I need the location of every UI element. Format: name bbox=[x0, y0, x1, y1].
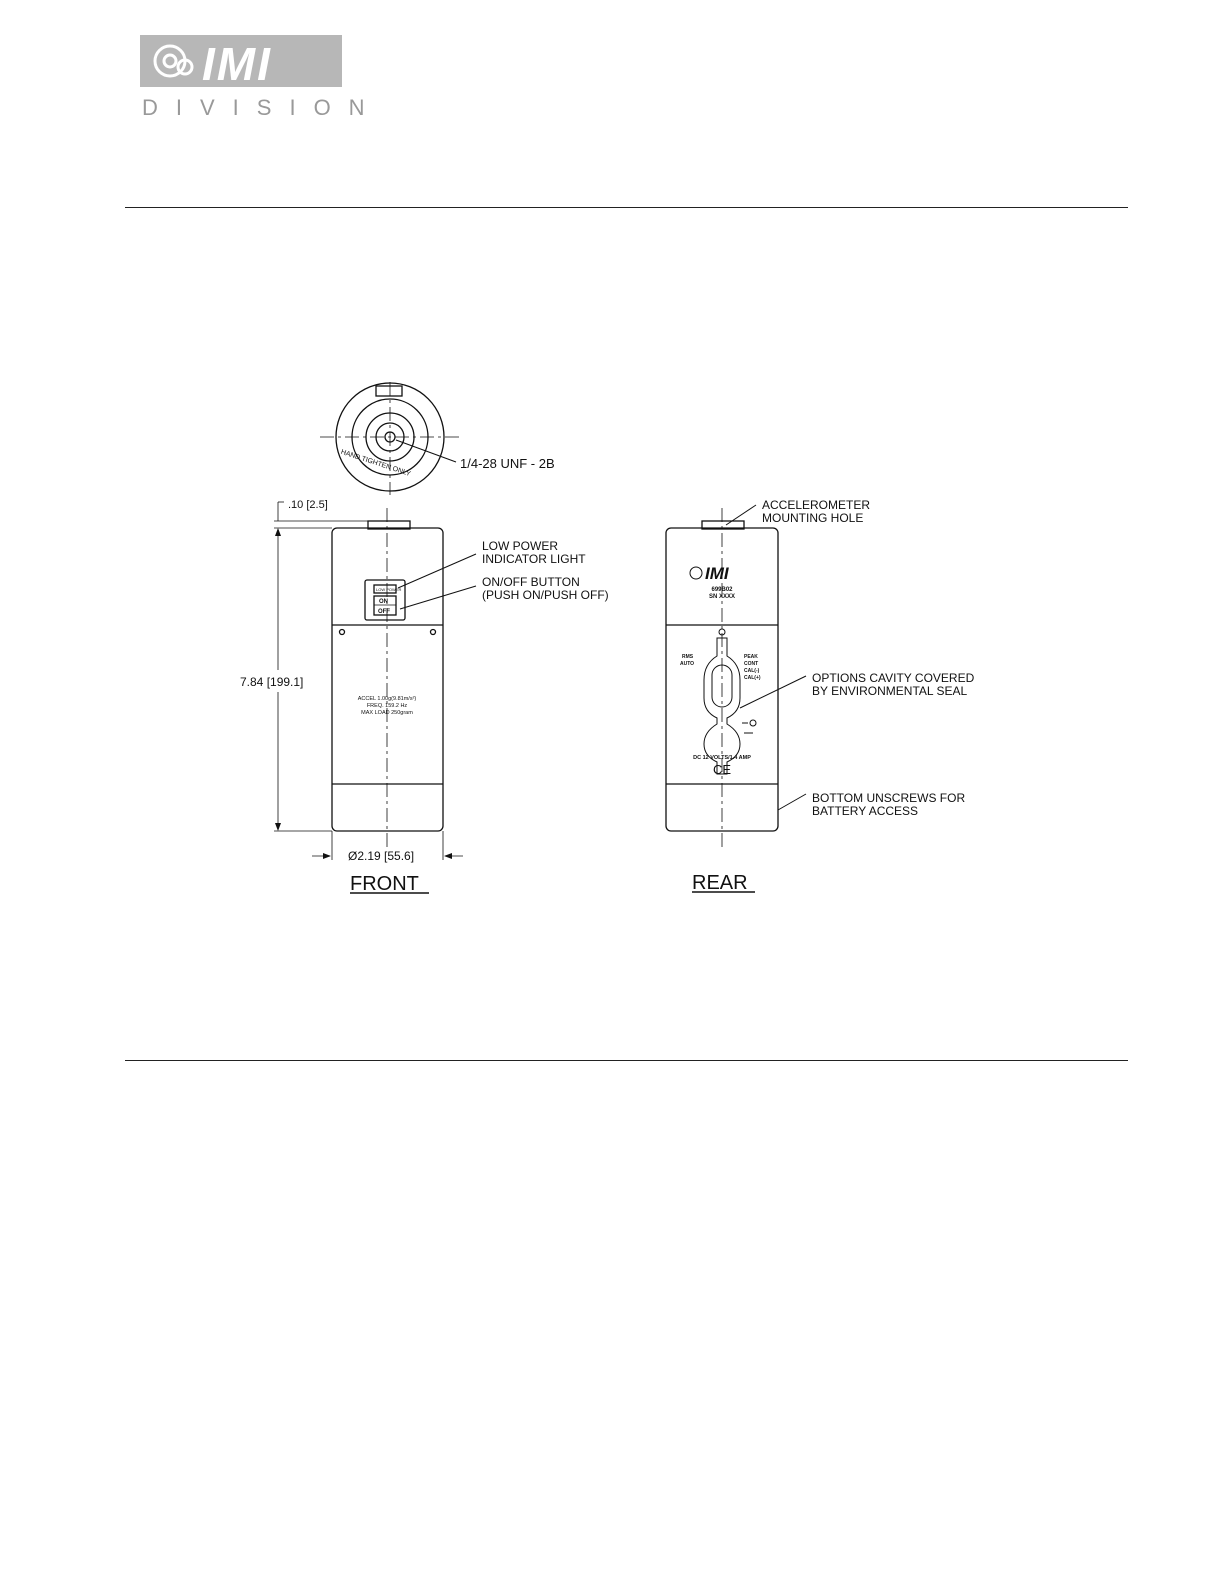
thread-label: 1/4-28 UNF - 2B bbox=[460, 456, 555, 471]
callout-mount-line1: ACCELEROMETER bbox=[762, 498, 871, 512]
rear-serial: SN XXXX bbox=[708, 594, 736, 600]
panel-off-text: OFF bbox=[378, 609, 390, 615]
panel-on-text: ON bbox=[379, 599, 388, 605]
panel-low-power-text: LOW POWER bbox=[376, 587, 402, 592]
callout-low-power-line1: LOW POWER bbox=[482, 539, 559, 553]
front-view bbox=[240, 499, 609, 895]
callout-onoff-line1: ON/OFF BUTTON bbox=[482, 575, 580, 589]
front-body-outline bbox=[332, 528, 443, 831]
callout-bottom-line1: BOTTOM UNSCREWS FOR bbox=[812, 791, 966, 805]
front-label-line2: FREQ. 159.2 Hz bbox=[366, 703, 408, 709]
logo-brand: IMI bbox=[202, 38, 272, 90]
right-opt-line4: CAL(+) bbox=[744, 675, 761, 681]
rear-view bbox=[666, 498, 975, 894]
rim-text: HAND TIGHTEN ONLY bbox=[339, 448, 412, 478]
logo-subtitle: DIVISION bbox=[142, 95, 383, 120]
front-label-line3: MAX LOAD 250gram bbox=[361, 710, 413, 716]
right-opt-line2: CONT bbox=[744, 661, 759, 667]
outline-drawing bbox=[220, 380, 1020, 900]
callout-onoff-line2: (PUSH ON/PUSH OFF) bbox=[482, 588, 609, 602]
callout-cavity-line2: BY ENVIRONMENTAL SEAL bbox=[812, 684, 968, 698]
left-opt-line2: AUTO bbox=[680, 661, 695, 667]
front-label-line1: ACCEL 1.00g(9.81m/s²) bbox=[357, 696, 417, 702]
callout-cavity-line1: OPTIONS CAVITY COVERED bbox=[812, 671, 975, 685]
dim-height: 7.84 [199.1] bbox=[240, 675, 304, 689]
right-opt-line3: CAL(-) bbox=[744, 668, 760, 674]
dim-diameter: Ø2.19 [55.6] bbox=[348, 849, 415, 863]
front-view-title: FRONT bbox=[350, 873, 419, 895]
left-opt-line1: RMS bbox=[682, 654, 694, 660]
top-view bbox=[320, 382, 555, 495]
imi-division-logo bbox=[140, 35, 383, 120]
right-opt-line1: PEAK bbox=[744, 654, 758, 660]
rear-gear-icon bbox=[690, 567, 702, 579]
rear-brand: IMI bbox=[705, 564, 729, 583]
callout-bottom-line2: BATTERY ACCESS bbox=[812, 804, 919, 818]
bottom-rule bbox=[125, 1060, 1128, 1061]
callout-mount-line2: MOUNTING HOLE bbox=[762, 511, 864, 525]
technical-drawing bbox=[220, 380, 1020, 900]
dim-top: .10 [2.5] bbox=[288, 499, 328, 511]
power-jack-icon bbox=[742, 720, 756, 733]
logo-graphic bbox=[140, 35, 383, 120]
ce-mark: CE bbox=[712, 762, 732, 777]
rear-view-title: REAR bbox=[692, 872, 748, 894]
rear-model: 699B02 bbox=[711, 587, 733, 593]
callout-low-power-line2: INDICATOR LIGHT bbox=[482, 552, 586, 566]
top-rule bbox=[125, 207, 1128, 208]
power-label: DC 12 VOLTS/1.4 AMP bbox=[693, 755, 751, 761]
